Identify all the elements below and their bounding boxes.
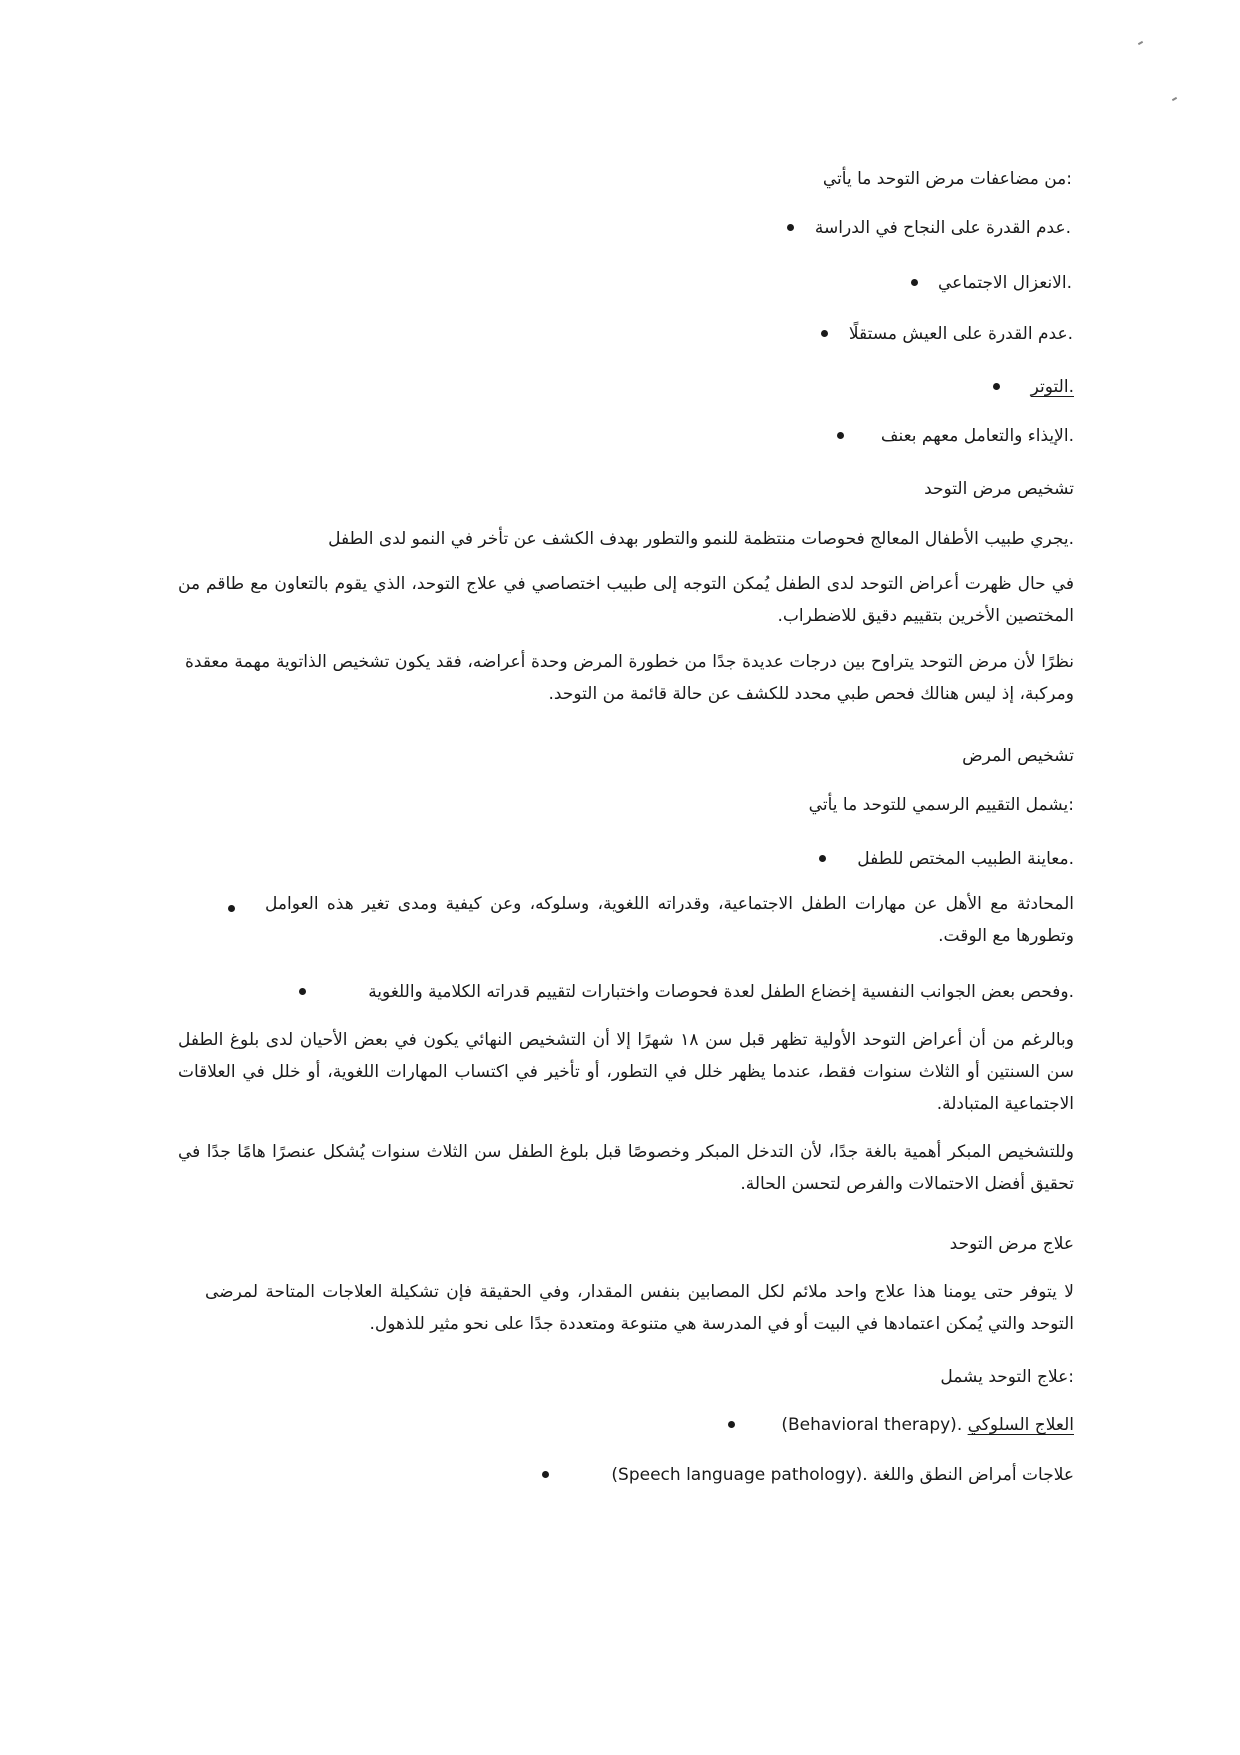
list-item bbox=[781, 1414, 1074, 1436]
paragraph: نظرًا لأن مرض التوحد يتراوح بين درجات عديدة جدًا من خطورة المرض وحدة أعراضه، فقد يكون تشخيص الذاتوية مهمة معقدة ومركبة، إذ ليس هنالك فحص طبي محدد للكشف عن حالة قائمة من التوحد. bbox=[185, 652, 1074, 704]
paragraph: وبالرغم من أن أعراض التوحد الأولية تظهر قبل سن ١٨ شهرًا إلا أن التشخيص النهائي يكون في بعض الأحيان لدى بلوغ الطفل سن السنتين أو الثلاث سنوات فقط، عندما يظهر خلل في التطور، أو تأخير في اكتساب المهارات اللغوية، أو خلل في العلاقات الاجتماعية المتبادلة. bbox=[178, 1030, 1074, 1114]
treatment-name-english: (Speech language pathology). bbox=[611, 1465, 868, 1485]
list-item: .عدم القدرة على العيش مستقلًا bbox=[848, 324, 1073, 344]
paragraph: .يجري طبيب الأطفال المعالج فحوصات منتظمة للنمو والتطور بهدف الكشف عن تأخر في النمو لدى الطفل bbox=[328, 529, 1074, 549]
section-heading: تشخيص المرض bbox=[962, 746, 1074, 766]
bullet-icon bbox=[821, 330, 828, 337]
treatment-name-english: (Behavioral therapy). bbox=[781, 1415, 963, 1435]
paragraph: وللتشخيص المبكر أهمية بالغة جدًا، لأن التدخل المبكر وخصوصًا قبل بلوغ الطفل سن الثلاث سنوات يُشكل عنصرًا هامًا جدًا في تحقيق أفضل الاحتمالات والفرص لتحسن الحالة. bbox=[178, 1142, 1074, 1194]
bullet-icon bbox=[299, 988, 306, 995]
list-item: .الانعزال الاجتماعي bbox=[938, 273, 1072, 293]
list-item: المحادثة مع الأهل عن مهارات الطفل الاجتماعية، وقدراته اللغوية، وسلوكه، وعن كيفية ومدى تغير هذه العوامل وتطورها مع الوقت. bbox=[265, 894, 1074, 946]
list-item: .الإيذاء والتعامل معهم بعنف bbox=[880, 426, 1074, 446]
list-item: .معاينة الطبيب المختص للطفل bbox=[857, 849, 1074, 869]
bullet-icon bbox=[228, 905, 235, 912]
scan-speck bbox=[1172, 97, 1177, 101]
bullet-icon bbox=[993, 383, 1000, 390]
bullet-icon bbox=[728, 1421, 735, 1428]
section-heading: تشخيص مرض التوحد bbox=[924, 479, 1074, 499]
list-item bbox=[611, 1464, 1074, 1486]
treatment-name: العلاج السلوكي bbox=[967, 1415, 1074, 1435]
bullet-icon bbox=[837, 432, 844, 439]
list-intro: :علاج التوحد يشمل bbox=[940, 1367, 1074, 1387]
list-intro: :يشمل التقييم الرسمي للتوحد ما يأتي bbox=[808, 795, 1074, 815]
bullet-icon bbox=[911, 279, 918, 286]
bullet-icon bbox=[819, 855, 826, 862]
treatment-name: علاجات أمراض النطق واللغة bbox=[873, 1465, 1074, 1485]
bullet-icon bbox=[787, 224, 794, 231]
paragraph: لا يتوفر حتى يومنا هذا علاج واحد ملائم لكل المصابين بنفس المقدار، وفي الحقيقة فإن تشكيلة العلاجات المتاحة لمرضى التوحد والتي يُمكن اعتمادها في البيت أو في المدرسة هي متنوعة ومتعددة جدًا على نحو مثير للذهول. bbox=[205, 1282, 1074, 1334]
complications-heading: :من مضاعفات مرض التوحد ما يأتي bbox=[822, 169, 1072, 189]
scan-speck bbox=[1138, 41, 1143, 45]
section-heading: علاج مرض التوحد bbox=[949, 1234, 1074, 1254]
list-item: .عدم القدرة على النجاح في الدراسة bbox=[814, 218, 1071, 238]
bullet-icon bbox=[542, 1471, 549, 1478]
list-item: .التوتر bbox=[1030, 377, 1074, 397]
paragraph: في حال ظهرت أعراض التوحد لدى الطفل يُمكن التوجه إلى طبيب اختصاصي في علاج التوحد، الذي يقوم بالتعاون مع طاقم من المختصين الأخرين بتقييم دقيق للاضطراب. bbox=[178, 574, 1074, 626]
list-item: .وفحص بعض الجوانب النفسية إخضاع الطفل لعدة فحوصات واختبارات لتقييم قدراته الكلامية واللغوية bbox=[368, 982, 1074, 1002]
